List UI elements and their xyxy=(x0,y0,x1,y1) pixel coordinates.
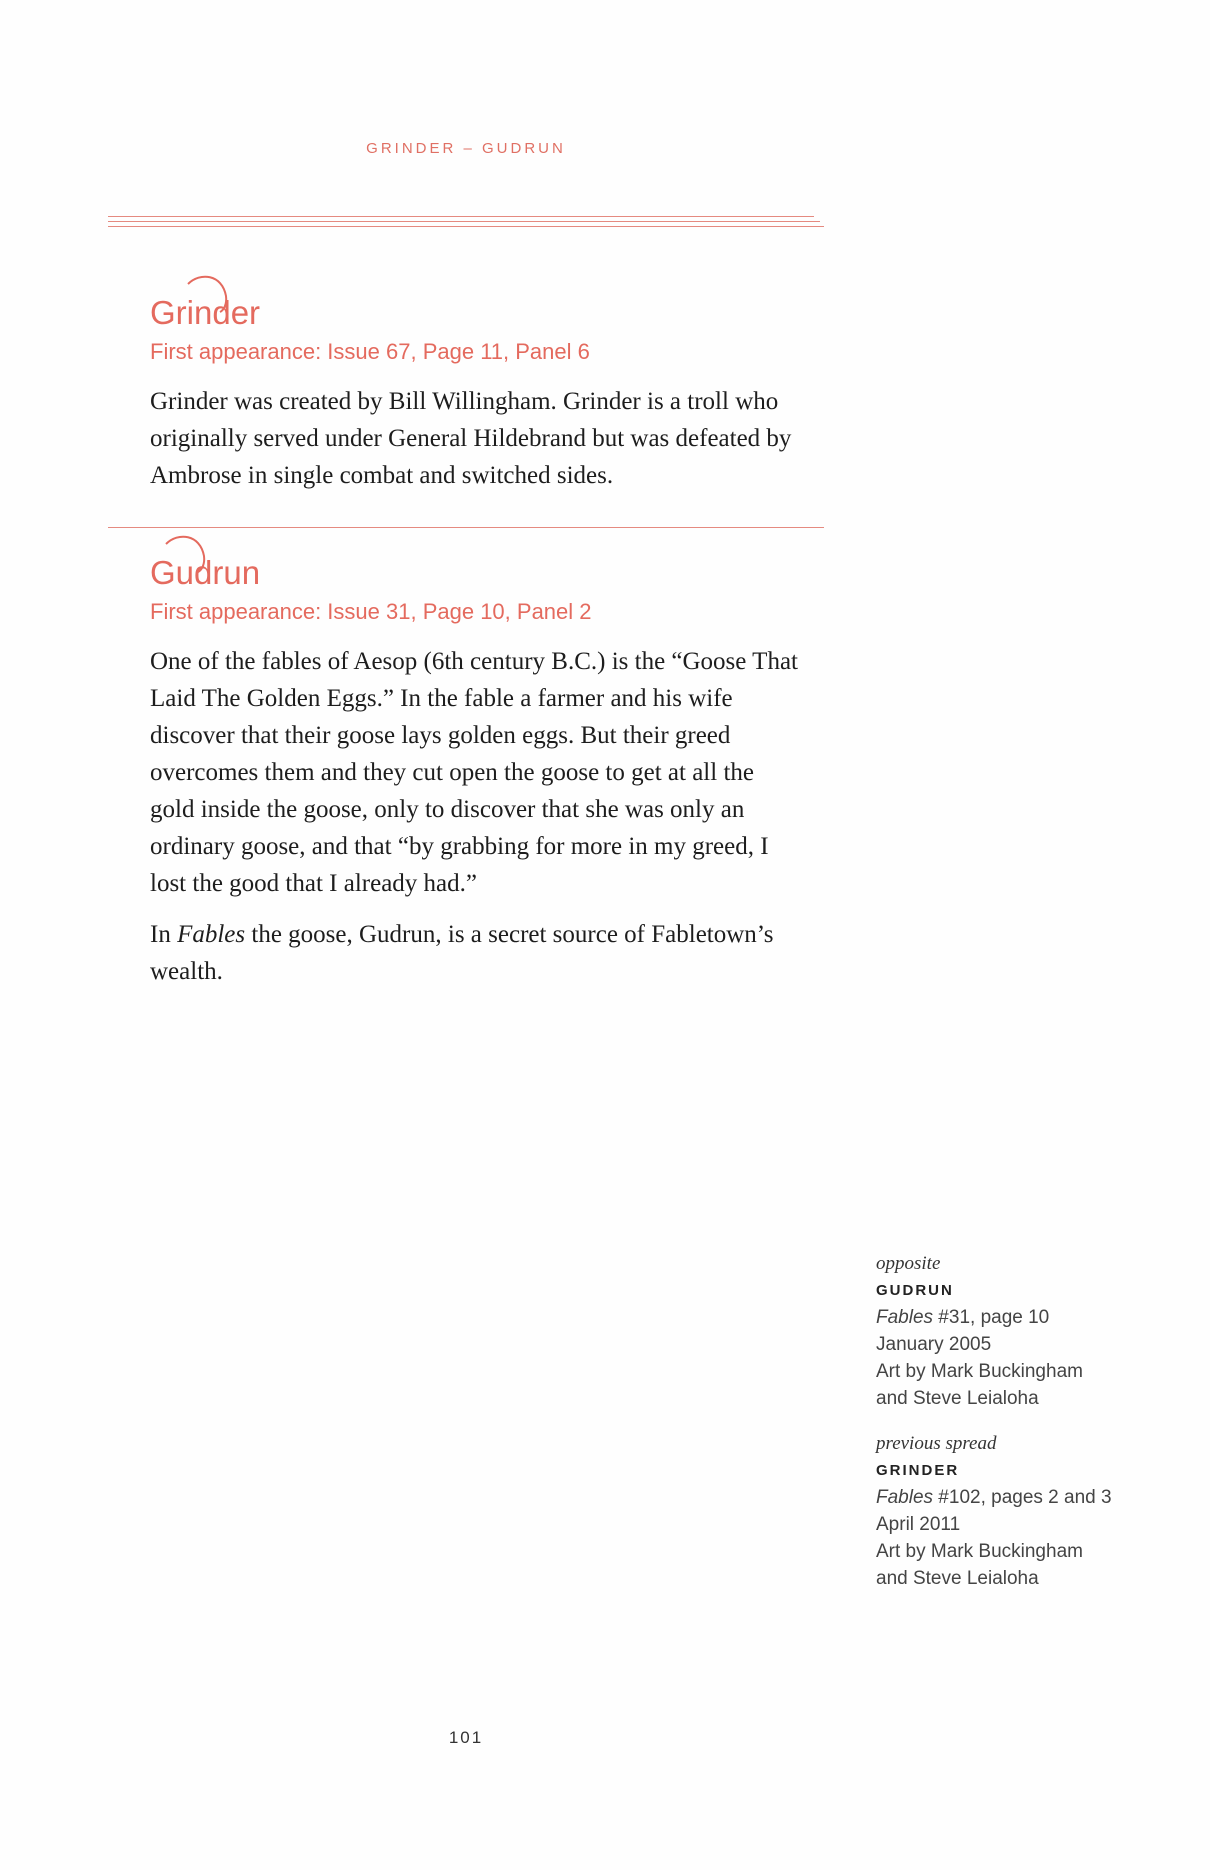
caption-credit: and Steve Leialoha xyxy=(876,1388,1039,1409)
title-flourish-icon xyxy=(164,534,208,574)
caption-label: previous spread xyxy=(876,1433,997,1454)
caption-date: January 2005 xyxy=(876,1334,992,1355)
paragraph: One of the fables of Aesop (6th century B.C.) is the “Goose That Laid The Golden Eggs.” In the fable a farmer and his wife discover that their goose lays golden eggs. But their greed overcomes them and they cut open the goose to get at all the gold inside the goose, only to discover that she was only an ordinary goose, and that “by grabbing for more in my greed, I lost the good that I already had.” xyxy=(150,648,798,897)
page-number: 101 xyxy=(448,1728,484,1747)
entry-title: Gudrun xyxy=(150,556,260,589)
caption-name: GRINDER xyxy=(876,1462,960,1479)
first-appearance: First appearance: Issue 67, Page 11, Panel 6 xyxy=(150,339,590,364)
caption-issue: Fables #31, page 10 xyxy=(876,1307,1050,1328)
image-captions xyxy=(876,1250,1176,1592)
section-divider xyxy=(108,527,824,528)
header-rule xyxy=(108,216,824,231)
caption-name: GUDRUN xyxy=(876,1282,954,1299)
caption-credit: and Steve Leialoha xyxy=(876,1568,1039,1589)
entry-body xyxy=(150,383,800,494)
caption-opposite xyxy=(876,1250,1176,1412)
entry-title: Grinder xyxy=(150,296,260,329)
caption-credit: Art by Mark Buckingham xyxy=(876,1361,1083,1382)
first-appearance: First appearance: Issue 31, Page 10, Panel 2 xyxy=(150,599,592,624)
entry-body xyxy=(150,643,800,990)
title-flourish-icon xyxy=(186,274,230,314)
paragraph: In Fables the goose, Gudrun, is a secret source of Fabletown’s wealth. xyxy=(150,921,774,985)
caption-issue: Fables #102, pages 2 and 3 xyxy=(876,1487,1112,1508)
caption-credit: Art by Mark Buckingham xyxy=(876,1541,1083,1562)
caption-date: April 2011 xyxy=(876,1514,961,1535)
entry-gudrun xyxy=(150,556,800,990)
running-head: GRINDER – GUDRUN xyxy=(366,140,566,157)
entry-grinder xyxy=(150,296,800,494)
caption-label: opposite xyxy=(876,1253,941,1274)
caption-previous-spread xyxy=(876,1430,1176,1592)
paragraph: Grinder was created by Bill Willingham. Grinder is a troll who originally served under General Hildebrand but was defeated by Ambrose in single combat and switched sides. xyxy=(150,388,792,489)
